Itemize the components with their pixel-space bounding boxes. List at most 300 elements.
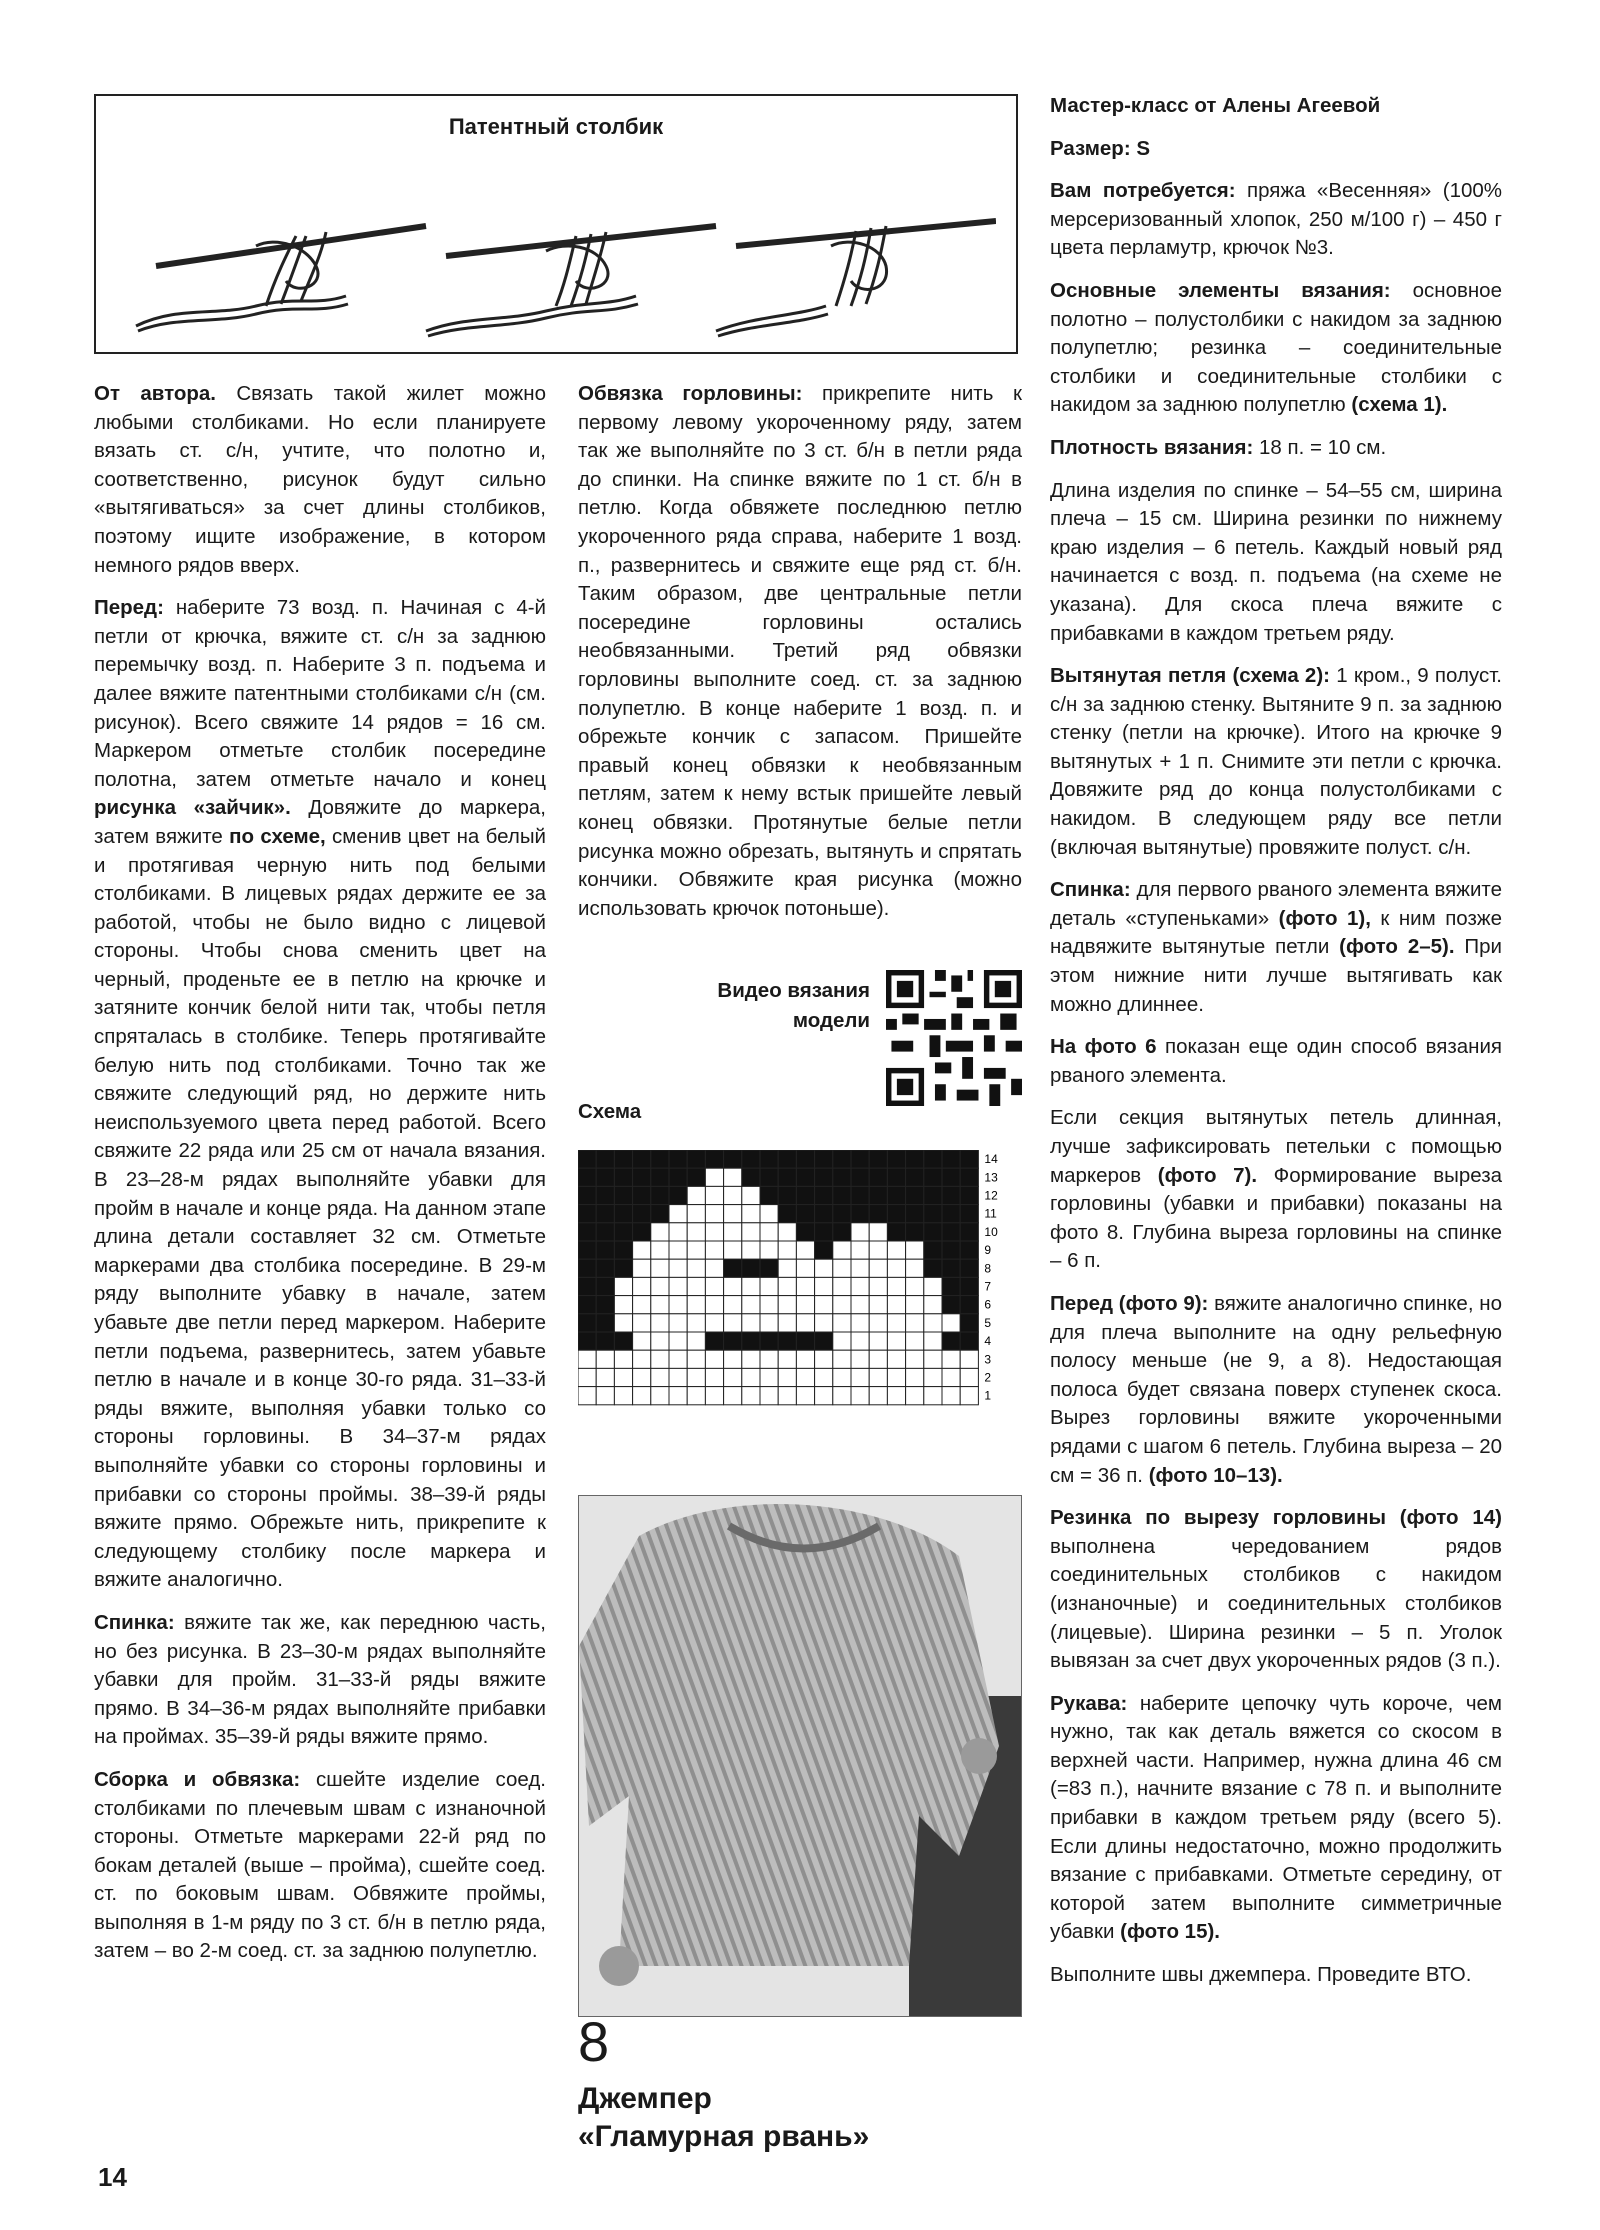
- scheme-cell: [924, 1368, 942, 1386]
- scheme-cell: [669, 1387, 687, 1405]
- scheme-cell: [742, 1205, 760, 1223]
- scheme-cell: [614, 1150, 632, 1168]
- scheme-cell: [651, 1314, 669, 1332]
- scheme-cell: [578, 1296, 596, 1314]
- scheme-cell: [869, 1332, 887, 1350]
- scheme-cell: [614, 1241, 632, 1259]
- scheme-cell: [887, 1168, 905, 1186]
- scheme-cell: [578, 1332, 596, 1350]
- scheme-cell: [815, 1223, 833, 1241]
- scheme-cell: [633, 1296, 651, 1314]
- scheme-cell: [778, 1205, 796, 1223]
- scheme-cell: [705, 1259, 723, 1277]
- scheme-cell: [633, 1387, 651, 1405]
- scheme-cell: [705, 1205, 723, 1223]
- master-class-author: Мастер-класс от Алены Агеевой: [1050, 94, 1381, 117]
- scheme-cell: [596, 1168, 614, 1186]
- assembly-instructions: Сборка и обвязка: сшейте изделие соед. столбиками по плечевым швам с изнаночной стороны. Отметьте маркерами 22-й ряд по бокам деталей (выше – пройма), сшейте соед. ст. по боковым швам. Обвяжите проймы, выполняя в 1-м ряду по 3 ст. б/н в петлю ряда, затем – во 2-м соед. ст. за заднюю полупетлю.: [94, 1767, 546, 1963]
- scheme-cell: [906, 1150, 924, 1168]
- scheme-cell: [578, 1186, 596, 1204]
- scheme-cell: [596, 1368, 614, 1386]
- scheme-cell: [924, 1150, 942, 1168]
- scheme-cell: [833, 1277, 851, 1295]
- scheme-cell: [960, 1168, 978, 1186]
- scheme-cell: [687, 1368, 705, 1386]
- scheme-cell: [687, 1350, 705, 1368]
- scheme-cell: [796, 1259, 814, 1277]
- scheme-cell: [742, 1241, 760, 1259]
- scheme-cell: [906, 1350, 924, 1368]
- scheme-cell: [578, 1223, 596, 1241]
- scheme-row-number: 8: [984, 1261, 992, 1276]
- scheme-cell: [815, 1314, 833, 1332]
- scheme-cell: [724, 1186, 742, 1204]
- scheme-cell: [869, 1387, 887, 1405]
- scheme-cell: [960, 1205, 978, 1223]
- scheme-cell: [942, 1168, 960, 1186]
- scheme-cell: [760, 1186, 778, 1204]
- scheme-cell: [651, 1387, 669, 1405]
- scheme-cell: [705, 1368, 723, 1386]
- scheme-cell: [815, 1277, 833, 1295]
- middle-column: [578, 380, 1022, 937]
- scheme-cell: [760, 1150, 778, 1168]
- scheme-cell: [960, 1314, 978, 1332]
- scheme-label: Схема: [578, 1100, 642, 1123]
- scheme-cell: [596, 1150, 614, 1168]
- scheme-cell: [669, 1205, 687, 1223]
- scheme-cell: [924, 1350, 942, 1368]
- scheme-cell: [869, 1296, 887, 1314]
- scheme-cell: [815, 1387, 833, 1405]
- scheme-cell: [906, 1223, 924, 1241]
- scheme-cell: [887, 1205, 905, 1223]
- scheme-cell: [669, 1259, 687, 1277]
- scheme-cell: [887, 1387, 905, 1405]
- scheme-cell: [869, 1150, 887, 1168]
- video-label: Видео вязания модели: [717, 979, 870, 1032]
- right-column: [1050, 92, 1502, 2004]
- scheme-cell: [724, 1332, 742, 1350]
- scheme-cell: [687, 1259, 705, 1277]
- materials: Вам потребуется: пряжа «Весенняя» (100% мерсеризованный хлопок, 250 м/100 г) – 450 г цвета перламутр, крючок №3.: [1050, 179, 1503, 260]
- scheme-cell: [906, 1205, 924, 1223]
- scheme-row-number: 7: [984, 1279, 992, 1294]
- scheme-cell: [815, 1368, 833, 1386]
- scheme-cell: [578, 1277, 596, 1295]
- scheme-cell: [614, 1332, 632, 1350]
- scheme-cell: [942, 1296, 960, 1314]
- scheme-cell: [651, 1150, 669, 1168]
- scheme-cell: [833, 1186, 851, 1204]
- scheme-cell: [687, 1150, 705, 1168]
- scheme-cell: [796, 1205, 814, 1223]
- scheme-row-number: 12: [984, 1188, 998, 1203]
- scheme-cell: [760, 1277, 778, 1295]
- scheme-cell: [633, 1168, 651, 1186]
- scheme-cell: [887, 1314, 905, 1332]
- scheme-cell: [705, 1186, 723, 1204]
- scheme-cell: [724, 1314, 742, 1332]
- scheme-cell: [960, 1150, 978, 1168]
- scheme-cell: [633, 1259, 651, 1277]
- scheme-cell: [687, 1277, 705, 1295]
- scheme-cell: [924, 1241, 942, 1259]
- scheme-cell: [614, 1350, 632, 1368]
- scheme-cell: [887, 1223, 905, 1241]
- scheme-cell: [833, 1259, 851, 1277]
- scheme-cell: [851, 1241, 869, 1259]
- scheme-cell: [669, 1241, 687, 1259]
- scheme-cell: [705, 1168, 723, 1186]
- left-column: [94, 380, 546, 1980]
- scheme-cell: [633, 1186, 651, 1204]
- scheme-cell: [796, 1332, 814, 1350]
- scheme-row-number: 1: [984, 1388, 992, 1403]
- scheme-cell: [669, 1350, 687, 1368]
- scheme-cell: [669, 1314, 687, 1332]
- scheme-cell: [651, 1368, 669, 1386]
- scheme-cell: [651, 1168, 669, 1186]
- scheme-cell: [887, 1332, 905, 1350]
- sweater-photo: [578, 1495, 1022, 2017]
- scheme-cell: [869, 1186, 887, 1204]
- patent-stitch-figure: [94, 94, 1018, 354]
- scheme-cell: [651, 1332, 669, 1350]
- scheme-cell: [869, 1168, 887, 1186]
- scheme-row-number: 2: [984, 1370, 992, 1385]
- scheme-cell: [687, 1223, 705, 1241]
- scheme-cell: [669, 1332, 687, 1350]
- scheme-cell: [887, 1186, 905, 1204]
- scheme-cell: [578, 1241, 596, 1259]
- scheme-cell: [942, 1314, 960, 1332]
- scheme-cell: [924, 1205, 942, 1223]
- scheme-cell: [815, 1332, 833, 1350]
- scheme-cell: [778, 1350, 796, 1368]
- scheme-cell: [633, 1350, 651, 1368]
- scheme-cell: [669, 1277, 687, 1295]
- author-note: От автора. Связать такой жилет можно любыми столбиками. Но если планируете вязать ст. с/н, учтите, что полотно и, соответственно, рисунок будут сильно «вытягиваться» за счет длины столбиков, поэтому ищите изображение, в котором немного рядов вверх.: [94, 382, 546, 577]
- scheme-cell: [924, 1314, 942, 1332]
- scheme-cell: [942, 1350, 960, 1368]
- scheme-cell: [760, 1223, 778, 1241]
- scheme-cell: [724, 1350, 742, 1368]
- scheme-cell: [796, 1314, 814, 1332]
- scheme-cell: [887, 1350, 905, 1368]
- scheme-cell: [924, 1296, 942, 1314]
- finishing: Выполните швы джемпера. Проведите ВТО.: [1050, 1963, 1472, 1987]
- scheme-cell: [851, 1350, 869, 1368]
- scheme-cell: [742, 1296, 760, 1314]
- main-elements: Основные элементы вязания: основное полотно – полустолбики с накидом за заднюю полупетлю; резинка – соединительные столбики и соединительные столбики с накидом за заднюю полупетлю (схема 1).: [1050, 278, 1502, 417]
- scheme-cell: [596, 1387, 614, 1405]
- scheme-cell: [651, 1223, 669, 1241]
- scheme-cell: [924, 1387, 942, 1405]
- scheme-cell: [578, 1350, 596, 1368]
- scheme-cell: [669, 1150, 687, 1168]
- scheme-cell: [578, 1259, 596, 1277]
- scheme-cell: [833, 1223, 851, 1241]
- scheme-cell: [833, 1314, 851, 1332]
- scheme-cell: [669, 1186, 687, 1204]
- size: Размер: S: [1050, 136, 1151, 160]
- scheme-cell: [960, 1241, 978, 1259]
- gauge: Плотность вязания: 18 п. = 10 см.: [1050, 435, 1387, 459]
- scheme-cell: [942, 1387, 960, 1405]
- scheme-cell: [942, 1368, 960, 1386]
- scheme-cell: [851, 1296, 869, 1314]
- scheme-row-number: 13: [984, 1170, 998, 1185]
- scheme-cell: [960, 1186, 978, 1204]
- scheme-cell: [869, 1205, 887, 1223]
- scheme-cell: [833, 1368, 851, 1386]
- scheme-cell: [742, 1186, 760, 1204]
- scheme-cell: [815, 1205, 833, 1223]
- scheme-cell: [614, 1205, 632, 1223]
- scheme-cell: [906, 1296, 924, 1314]
- scheme-cell: [924, 1332, 942, 1350]
- scheme-cell: [869, 1223, 887, 1241]
- scheme-cell: [924, 1277, 942, 1295]
- model-number: 8: [578, 2010, 610, 2073]
- scheme-cell: [960, 1368, 978, 1386]
- scheme-cell: [614, 1277, 632, 1295]
- scheme-cell: [796, 1277, 814, 1295]
- model-title: Джемпер «Гламурная рвань»: [578, 2082, 870, 2153]
- scheme-cell: [705, 1332, 723, 1350]
- scheme-cell: [833, 1332, 851, 1350]
- scheme-cell: [614, 1368, 632, 1386]
- scheme-cell: [796, 1387, 814, 1405]
- scheme-cell: [705, 1314, 723, 1332]
- scheme-cell: [614, 1186, 632, 1204]
- scheme-cell: [705, 1223, 723, 1241]
- scheme-cell: [614, 1296, 632, 1314]
- scheme-cell: [942, 1241, 960, 1259]
- scheme-cell: [851, 1314, 869, 1332]
- scheme-row-number: 4: [984, 1334, 992, 1349]
- scheme-row-number: 3: [984, 1352, 992, 1367]
- scheme-cell: [778, 1296, 796, 1314]
- scheme-cell: [596, 1332, 614, 1350]
- scheme-cell: [724, 1223, 742, 1241]
- scheme-cell: [705, 1350, 723, 1368]
- scheme-cell: [851, 1205, 869, 1223]
- scheme-cell: [778, 1332, 796, 1350]
- scheme-cell: [705, 1296, 723, 1314]
- scheme-cell: [705, 1277, 723, 1295]
- scheme-row-number: 6: [984, 1297, 992, 1312]
- scheme-cell: [633, 1241, 651, 1259]
- crochet-hook-3: [736, 221, 996, 246]
- scheme-cell: [705, 1387, 723, 1405]
- scheme-cell: [724, 1168, 742, 1186]
- scheme-cell: [833, 1296, 851, 1314]
- scheme-cell: [815, 1296, 833, 1314]
- scheme-cell: [614, 1259, 632, 1277]
- scheme-cell: [724, 1150, 742, 1168]
- scheme-cell: [869, 1241, 887, 1259]
- back-part: Спинка: для первого рваного элемента вяжите деталь «ступеньками» (фото 1), к ним позже надвяжите вытянутые петли (фото 2–5). При этом нижние нити лучше вытягивать как можно длиннее.: [1050, 878, 1502, 1016]
- scheme-cell: [796, 1350, 814, 1368]
- back-instructions: Спинка: вяжите так же, как переднюю часть, но без рисунка. В 23–30-м рядах выполняйте убавки для пройм. 31–33-й ряды вяжите прямо. В 34–36-м рядах выполняйте прибавки на проймах. 35–39-й ряды вяжите прямо.: [94, 1610, 546, 1749]
- scheme-cell: [815, 1186, 833, 1204]
- scheme-cell: [960, 1277, 978, 1295]
- scheme-cell: [651, 1259, 669, 1277]
- scheme-cell: [906, 1277, 924, 1295]
- scheme-cell: [924, 1223, 942, 1241]
- scheme-cell: [851, 1332, 869, 1350]
- scheme-cell: [924, 1186, 942, 1204]
- scheme-cell: [596, 1205, 614, 1223]
- sleeves: Рукава: наберите цепочку чуть короче, чем нужно, так как деталь вяжется со скосом в верхней части. Например, нужна длина 46 см (=83 п.), начните вязание с 78 п. и выполните прибавки в каждом третьем ряду (всего 5). Если длины недостаточно, можно продолжить вязание с прибавками. Отметьте середину, от которой затем выполните симметричные убавки (фото 15).: [1050, 1691, 1502, 1944]
- scheme-cell: [851, 1259, 869, 1277]
- scheme-row-number: 11: [984, 1206, 997, 1221]
- scheme-cell: [760, 1259, 778, 1277]
- scheme-cell: [633, 1314, 651, 1332]
- scheme-cell: [669, 1168, 687, 1186]
- scheme-cell: [815, 1241, 833, 1259]
- scheme-cell: [687, 1314, 705, 1332]
- scheme-cell: [633, 1368, 651, 1386]
- scheme-cell: [705, 1150, 723, 1168]
- scheme-cell: [687, 1296, 705, 1314]
- scheme-cell: [906, 1314, 924, 1332]
- neckline-edging: Обвязка горловины: прикрепите нить к первому левому укороченному ряду, затем так же выполняйте по 3 ст. б/н в петли ряда до спинки. На спинке вяжите по 1 ст. б/н в петлю. Когда обвяжете последнюю петлю укороченного ряда справа, наберите 1 возд. п., развернитесь и свяжите еще ряд ст. б/н. Таким образом, две центральные петли посередине горловины остались необвязанными. Третий ряд обвязки горловины выполните соед. ст. за заднюю полупетлю. В конце наберите 1 возд. п. и обрежьте кончик с запасом. Пришейте правый конец обвязки к необвязанным петлям, затем к нему встык пришейте левый конец обвязки. Протянутые белые петли рисунка можно обрезать, вытянуть и спрятать кончики. Обвяжите края рисунка (можно использовать крючок потоньше).: [578, 382, 1022, 920]
- scheme-cell: [651, 1186, 669, 1204]
- scheme-cell: [796, 1296, 814, 1314]
- front-part: Перед (фото 9): вяжите аналогично спинке, но для плеча выполните на одну рельефную полосу меньше (не 9, а 8). Недостающая полоса будет связана поверх ступенек скоса. Вырез горловины вяжите укороченными рядами с шагом 6 петель. Глубина выреза – 20 см = 36 п. (фото 10–13).: [1050, 1291, 1502, 1487]
- scheme-cell: [906, 1368, 924, 1386]
- scheme-cell: [778, 1186, 796, 1204]
- scheme-cell: [960, 1332, 978, 1350]
- scheme-cell: [778, 1387, 796, 1405]
- scheme-cell: [724, 1387, 742, 1405]
- scheme-cell: [906, 1168, 924, 1186]
- front-instructions: Перед: наберите 73 возд. п. Начиная с 4-й петли от крючка, вяжите ст. с/н за заднюю перемычку возд. п. Наберите 3 п. подъема и далее вяжите патентными столбиками с/н (см. рисунок). Всего свяжите 14 рядов = 16 см. Маркером отметьте столбик посередине полотна, затем отметьте начало и конец рисунка «зайчик». Довяжите до маркера, затем вяжите по схеме, сменив цвет на белый и протягивая черную нить под белыми столбиками. В лицевых рядах держите ее за работой, чтобы не было видно с лицевой стороны. Чтобы снова сменить цвет на черный, проденьте ее в петлю на крючке и затяните кончик белой нити так, чтобы петля спряталась в столбике. Теперь протягивайте белую нить под столбиками. Точно так же свяжите следующий ряд, но держите нить неиспользуемого цвета перед работой. Всего свяжите 22 ряда или 25 см от начала вязания. В 23–28-м рядах выполняйте убавки для пройм в начале и конце ряда. На данном этапе длина детали составляет 32 см. Отметьте маркерами два столбика посередине. В 29-м ряду выполните убавку в начале, затем убавьте две петли перед маркером. Наберите петли подъема, развернитесь, затем убавьте петлю в начале и в конце 30-го ряда. 31–33-й ряды вяжите, выполняя убавки только со стороны горловины. В 34–37-м рядах выполняйте убавки со стороны горловины и прибавки со стороны проймы. 38–39-й ряды вяжите прямо. Обрежьте нить, прикрепите к следующему столбику после маркера и вяжите аналогично.: [94, 596, 547, 1592]
- scheme-cell: [778, 1241, 796, 1259]
- scheme-cell: [742, 1350, 760, 1368]
- scheme-cell: [869, 1277, 887, 1295]
- scheme-cell: [869, 1350, 887, 1368]
- scheme-cell: [596, 1259, 614, 1277]
- scheme-cell: [742, 1150, 760, 1168]
- scheme-cell: [724, 1277, 742, 1295]
- scheme-cell: [778, 1368, 796, 1386]
- scheme-cell: [887, 1368, 905, 1386]
- scheme-cell: [960, 1223, 978, 1241]
- scheme-row-number: 14: [984, 1152, 998, 1167]
- scheme-cell: [596, 1296, 614, 1314]
- scheme-cell: [778, 1314, 796, 1332]
- scheme-cell: [651, 1277, 669, 1295]
- scheme-cell: [742, 1223, 760, 1241]
- crochet-hook-2: [446, 226, 716, 256]
- scheme-cell: [833, 1168, 851, 1186]
- scheme-cell: [633, 1205, 651, 1223]
- elongated-loop: Вытянутая петля (схема 2): 1 кром., 9 полуст. с/н за заднюю стенку. Вытяните 9 п. за заднюю стенку (петли на крючке). Итого на крючке 9 вытянутых + 1 п. Снимите эти петли с крючка. Довяжите ряд до конца полустолбиками с накидом. В следующем ряду все петли (включая вытянутые) провяжите полуст. с/н.: [1050, 664, 1503, 859]
- scheme-cell: [760, 1241, 778, 1259]
- scheme-cell: [578, 1205, 596, 1223]
- scheme-cell: [614, 1223, 632, 1241]
- scheme-cell: [724, 1205, 742, 1223]
- scheme-cell: [851, 1277, 869, 1295]
- scheme-cell: [578, 1368, 596, 1386]
- scheme-row-number: 10: [984, 1224, 998, 1239]
- scheme-cell: [887, 1277, 905, 1295]
- scheme-cell: [778, 1277, 796, 1295]
- scheme-row-number: 9: [984, 1243, 992, 1258]
- scheme-cell: [687, 1186, 705, 1204]
- scheme-cell: [960, 1259, 978, 1277]
- scheme-cell: [815, 1350, 833, 1368]
- scheme-cell: [724, 1368, 742, 1386]
- scheme-cell: [906, 1241, 924, 1259]
- long-section-note: Если секция вытянутых петель длинная, лучше зафиксировать петельки с помощью маркеров (фото 7). Формирование выреза горловины (убавки и прибавки) показаны на фото 8. Глубина выреза горловины на спинке – 6 п.: [1050, 1106, 1503, 1273]
- scheme-cell: [906, 1332, 924, 1350]
- scheme-cell: [578, 1168, 596, 1186]
- scheme-cell: [669, 1368, 687, 1386]
- scheme-cell: [815, 1150, 833, 1168]
- scheme-cell: [651, 1241, 669, 1259]
- bunny-scheme-chart: [578, 1150, 1014, 1470]
- scheme-cell: [669, 1223, 687, 1241]
- scheme-cell: [596, 1314, 614, 1332]
- scheme-cell: [578, 1150, 596, 1168]
- scheme-cell: [596, 1277, 614, 1295]
- scheme-cell: [924, 1168, 942, 1186]
- scheme-cell: [851, 1186, 869, 1204]
- scheme-cell: [887, 1296, 905, 1314]
- scheme-cell: [796, 1168, 814, 1186]
- scheme-cell: [742, 1368, 760, 1386]
- scheme-cell: [924, 1259, 942, 1277]
- scheme-cell: [833, 1205, 851, 1223]
- scheme-cell: [596, 1186, 614, 1204]
- scheme-cell: [796, 1150, 814, 1168]
- scheme-cell: [578, 1314, 596, 1332]
- scheme-cell: [742, 1314, 760, 1332]
- scheme-cell: [633, 1277, 651, 1295]
- scheme-cell: [742, 1277, 760, 1295]
- scheme-cell: [960, 1387, 978, 1405]
- scheme-cell: [687, 1387, 705, 1405]
- scheme-cell: [796, 1186, 814, 1204]
- scheme-cell: [833, 1350, 851, 1368]
- scheme-cell: [633, 1223, 651, 1241]
- scheme-cell: [851, 1387, 869, 1405]
- scheme-cell: [651, 1296, 669, 1314]
- scheme-cell: [651, 1350, 669, 1368]
- scheme-cell: [796, 1223, 814, 1241]
- page-number: 14: [98, 2162, 127, 2192]
- scheme-cell: [833, 1241, 851, 1259]
- scheme-cell: [705, 1241, 723, 1259]
- scheme-cell: [742, 1168, 760, 1186]
- scheme-cell: [942, 1277, 960, 1295]
- scheme-cell: [906, 1186, 924, 1204]
- qr-code[interactable]: [886, 970, 1022, 1106]
- scheme-cell: [887, 1259, 905, 1277]
- scheme-cell: [596, 1241, 614, 1259]
- scheme-cell: [851, 1368, 869, 1386]
- scheme-cell: [815, 1259, 833, 1277]
- scheme-cell: [960, 1350, 978, 1368]
- scheme-cell: [760, 1314, 778, 1332]
- scheme-cell: [742, 1259, 760, 1277]
- scheme-cell: [760, 1296, 778, 1314]
